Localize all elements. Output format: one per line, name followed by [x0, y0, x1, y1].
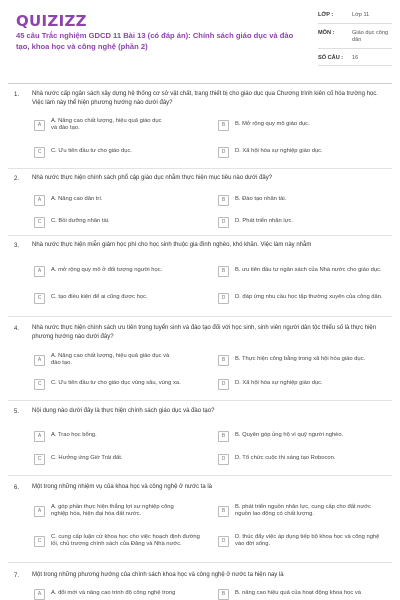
option-text: B. phát triển nguồn nhân lực, cung cấp cho đất nước nguồn lao động có chất lượng. — [235, 503, 371, 517]
option-letter: B — [218, 589, 229, 600]
question-text: Một trong những nhiệm vụ của khoa học và công nghệ ở nước ta là — [32, 484, 213, 490]
question-number: 2. — [14, 176, 20, 182]
option-b[interactable] — [218, 116, 388, 134]
question-separator — [8, 562, 392, 563]
question-text: Một trong những phương hướng của chính sách khoa học và công nghệ ở nước ta hiện nay là — [32, 572, 284, 578]
option-letter: A — [34, 266, 45, 277]
meta-key: LỚP : — [318, 12, 334, 18]
option-letter: D — [218, 147, 229, 158]
option-a[interactable] — [34, 116, 166, 134]
option-text: D. Xã hội hóa sự nghiệp giáo dục. — [235, 380, 323, 387]
option-letter: C — [34, 454, 45, 465]
option-letter: B — [218, 431, 229, 442]
meta-question-count — [318, 55, 392, 67]
option-letter: A — [34, 355, 45, 366]
option-a[interactable] — [34, 500, 184, 522]
option-text: B. nâng cao hiệu quả của hoạt động khoa học và — [235, 590, 362, 597]
question-number: 4. — [14, 326, 20, 332]
option-letter: C — [34, 147, 45, 158]
option-text: C. Ưu tiên đầu tư cho giáo dục. — [51, 148, 133, 155]
option-letter: C — [34, 379, 45, 390]
meta-class — [318, 12, 392, 24]
option-letter: C — [34, 293, 45, 304]
option-text: A. mở rộng quy mô ở đối tượng người học. — [51, 267, 163, 274]
meta-value: Lớp 11 — [352, 12, 370, 18]
option-letter: C — [34, 536, 45, 547]
meta-key: MÔN : — [318, 29, 335, 36]
option-c[interactable] — [34, 450, 204, 468]
question-separator — [8, 475, 392, 476]
quizizz-logo: QUIZIZZ — [16, 12, 87, 30]
option-text: A. Trao học bổng. — [51, 432, 97, 439]
option-c[interactable] — [34, 143, 204, 161]
option-letter: D — [218, 293, 229, 304]
option-text: D. Phát triển nhân lực. — [235, 218, 294, 225]
option-b[interactable] — [218, 262, 388, 280]
option-b[interactable] — [218, 351, 388, 369]
question-separator — [8, 168, 392, 169]
option-text: C. Hưởng ứng Giờ Trái đất. — [51, 455, 123, 462]
option-d[interactable] — [218, 530, 388, 552]
question-number: 7. — [14, 573, 20, 579]
option-text: A. Nâng cao chất lượng, hiệu quả giáo dục và đào tạo. — [51, 352, 170, 366]
option-letter: B — [218, 506, 229, 517]
worksheet-meta — [318, 12, 392, 72]
question-separator — [8, 316, 392, 317]
option-text: B. Đào tạo nhân tài. — [235, 196, 287, 203]
option-letter: A — [34, 195, 45, 206]
option-c[interactable] — [34, 213, 204, 231]
option-b[interactable] — [218, 500, 388, 522]
question-separator — [8, 235, 392, 236]
option-text: D. Xã hội hóa sự nghiệp giáo dục. — [235, 148, 323, 155]
option-text: A. đổi mới và nâng cao trình độ công nghệ trong — [51, 590, 176, 597]
option-letter: B — [218, 195, 229, 206]
option-text: B. Mở rộng quy mô giáo dục. — [235, 121, 310, 128]
option-letter: D — [218, 536, 229, 547]
option-letter: A — [34, 506, 45, 517]
meta-value: 16 — [352, 54, 359, 61]
option-letter: B — [218, 266, 229, 277]
question-text: Nhà nước thực hiện miễn giảm học phí cho học sinh thuộc gia đình nghèo, khó khăn. Việc làm này nhằm — [32, 242, 312, 248]
question-text: Nhà nước thực hiện chính sách phổ cập giáo dục nhằm thực hiện mục tiêu nào dưới đây? — [32, 175, 273, 181]
question-text: Nhà nước cấp ngân sách xây dựng hệ thống cơ sở vật chất, trang thiết bị cho giáo dục qua Chương trình kiên cố hóa trường học. Việc làm này thể hiện phương hướng nào dưới đây? — [32, 91, 378, 106]
option-d[interactable] — [218, 213, 388, 231]
option-text: D. thúc đẩy việc áp dụng tiếp bộ khoa học và công nghệ vào đời sống. — [235, 533, 380, 547]
option-letter: A — [34, 120, 45, 131]
option-letter: B — [218, 355, 229, 366]
option-d[interactable] — [218, 289, 388, 307]
option-c[interactable] — [34, 289, 204, 307]
option-b[interactable] — [218, 588, 388, 600]
option-letter: B — [218, 120, 229, 131]
option-letter: A — [34, 589, 45, 600]
meta-value: Giáo dục công dân — [352, 29, 389, 43]
option-text: B. ưu tiên đầu tư ngân sách của Nhà nước cho giáo dục. — [235, 267, 382, 274]
option-text: D. đáp ứng nhu cầu học tập thường xuyên của công dân. — [235, 294, 383, 301]
option-text: B. Thực hiện công bằng trong xã hội hóa giáo dục. — [235, 356, 366, 363]
option-text: D. Tổ chức cuộc thi sáng tạo Robocon. — [235, 455, 336, 462]
option-d[interactable] — [218, 450, 388, 468]
option-a[interactable] — [34, 191, 204, 209]
option-b[interactable] — [218, 427, 388, 445]
option-letter: C — [34, 217, 45, 228]
worksheet-title: 45 câu Trắc nghiệm GDCD 11 Bài 13 (có đáp án): Chính sách giáo dục và đào tạo, khoa học và công nghệ (phần 2) — [16, 31, 294, 51]
option-c[interactable] — [34, 375, 212, 393]
question-text: Nhà nước thực hiện chính sách ưu tiên trong tuyển sinh và đào tạo đối với học sinh, sinh viên người dân tộc thiểu số là thực hiện phương hướng nào dưới đây? — [32, 325, 377, 340]
option-text: C. Ưu tiên đầu tư cho giáo dục vùng sâu, vùng xa. — [51, 380, 181, 387]
option-letter: D — [218, 379, 229, 390]
option-letter: A — [34, 431, 45, 442]
option-d[interactable] — [218, 375, 388, 393]
meta-subject — [318, 30, 392, 49]
option-letter: D — [218, 217, 229, 228]
worksheet-header — [0, 0, 400, 84]
option-d[interactable] — [218, 143, 388, 161]
option-text: C. tạo điều kiện để ai cũng được học. — [51, 294, 148, 301]
question-separator — [8, 400, 392, 401]
question-number: 1. — [14, 92, 20, 98]
option-b[interactable] — [218, 191, 388, 209]
question-number: 3. — [14, 243, 20, 249]
option-text: C. cung cấp luận cứ khoa học cho việc hoạch định đường lối, chủ trương chính sách của Đảng và Nhà nước. — [51, 533, 200, 547]
option-text: A. Nâng cao dân trí. — [51, 196, 103, 203]
question-number: 6. — [14, 485, 20, 491]
option-letter: D — [218, 454, 229, 465]
option-a[interactable] — [34, 351, 174, 369]
option-a[interactable] — [34, 588, 204, 600]
header-divider — [8, 83, 392, 84]
option-text: C. Bồi dưỡng nhân tài. — [51, 218, 110, 225]
option-text: A. Nâng cao chất lượng, hiệu quả giáo dục và đào tạo. — [51, 117, 162, 131]
meta-key: SỐ CÂU : — [318, 54, 344, 61]
question-number: 5. — [14, 409, 20, 415]
option-a[interactable] — [34, 262, 204, 280]
option-a[interactable] — [34, 427, 204, 445]
question-text: Nội dung nào dưới đây là thực hiện chính sách giáo dục và đào tạo? — [32, 408, 215, 414]
option-c[interactable] — [34, 528, 206, 554]
option-text: A. góp phần thực hiện thắng lợi sự nghiệp công nghiệp hóa, hiện đại hóa đất nước. — [51, 503, 174, 517]
option-text: B. Quyên góp ủng hộ vì quỹ người nghèo. — [235, 432, 344, 439]
